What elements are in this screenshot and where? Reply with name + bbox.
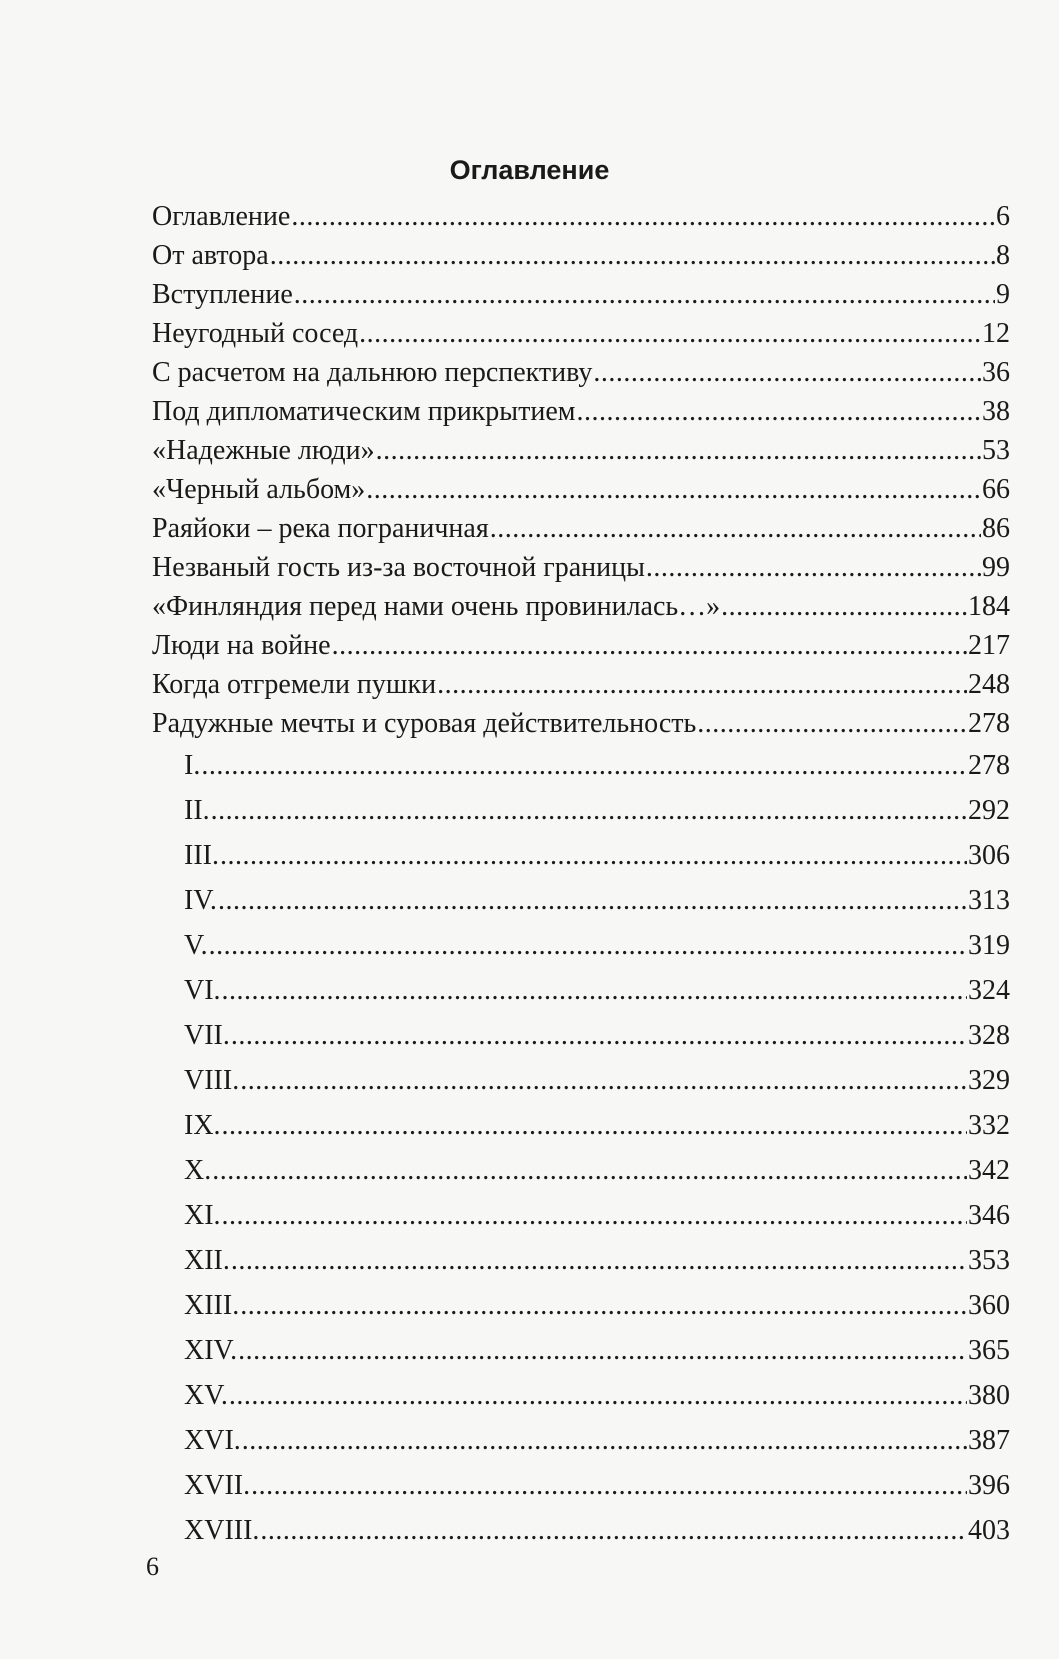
toc-subentry-page: 313 [968,885,1010,916]
toc-subentry-page: 292 [968,795,1010,826]
toc-subentry-page: 319 [968,930,1010,961]
toc-subentry[interactable] [152,1283,1010,1328]
toc-subentry[interactable] [152,1193,1010,1238]
toc-subentry-page: 380 [968,1380,1010,1411]
toc-entry-title: С расчетом на дальнюю перспективу [152,357,593,388]
toc-subentry-title: I. [184,750,201,781]
dot-leader [222,1103,967,1148]
toc-entry-page: 86 [982,513,1010,544]
dot-leader [376,431,981,470]
toc-subentry[interactable] [152,1463,1010,1508]
toc-subentry-page: 403 [968,1515,1010,1546]
toc-subentry-page: 396 [968,1470,1010,1501]
toc-subentry[interactable] [152,1058,1010,1103]
toc-subentry[interactable] [152,1238,1010,1283]
toc-subentry-title: XI. [184,1200,221,1231]
dot-leader [211,788,967,833]
dot-leader [593,353,981,392]
toc-entry-title: Вступление [152,279,293,310]
toc-entry[interactable] [152,704,1010,743]
dot-leader [437,665,967,704]
toc-entry[interactable] [152,509,1010,548]
toc-subentry-title: XIV. [184,1335,238,1366]
dot-leader [240,1283,967,1328]
dot-leader [366,470,981,509]
toc-subentry-title: IX. [184,1110,221,1141]
toc-entry-page: 66 [982,474,1010,505]
toc-subentry[interactable] [152,923,1010,968]
toc-subentry[interactable] [152,743,1010,788]
dot-leader [231,1013,967,1058]
dot-leader [201,743,967,788]
dot-leader [218,878,967,923]
dot-leader [222,968,967,1013]
toc-entry-title: От автора [152,240,269,271]
dot-leader [242,1418,967,1463]
toc-subentry[interactable] [152,1508,1010,1553]
toc-entry-page: 248 [968,669,1010,700]
toc-subentry-page: 346 [968,1200,1010,1231]
toc-subentry[interactable] [152,878,1010,923]
toc-subentry-page: 278 [968,750,1010,781]
dot-leader [220,833,967,878]
dot-leader [231,1238,967,1283]
toc-entry[interactable] [152,236,1010,275]
toc-entry[interactable] [152,665,1010,704]
toc-subentry-title: XVIII. [184,1515,260,1546]
toc-entry-title: Раяйоки – река пограничная [152,513,489,544]
toc-subentry[interactable] [152,1373,1010,1418]
toc-subentry-title: IV. [184,885,217,916]
dot-leader [212,1148,967,1193]
dot-leader [238,1328,967,1373]
toc-entry-title: «Надежные люди» [152,435,375,466]
toc-subentry[interactable] [152,968,1010,1013]
toc-entry-title: Когда отгремели пушки [152,669,437,700]
toc-subentry-title: XVII. [184,1470,251,1501]
toc-entry-title: Неугодный сосед [152,318,359,349]
dot-leader [222,1193,967,1238]
toc-subentry[interactable] [152,1418,1010,1463]
toc-subentry-page: 387 [968,1425,1010,1456]
dot-leader [576,392,981,431]
toc-entry[interactable] [152,431,1010,470]
dot-leader [646,548,981,587]
table-of-contents [152,197,1010,1553]
toc-subentry[interactable] [152,788,1010,833]
toc-entry[interactable] [152,587,1010,626]
toc-entry-title: «Черный альбом» [152,474,366,505]
dot-leader [240,1058,967,1103]
toc-entry-page: 53 [982,435,1010,466]
toc-entry-page: 184 [968,591,1010,622]
dot-leader [270,236,995,275]
dot-leader [332,626,967,665]
toc-entry[interactable] [152,275,1010,314]
toc-entry[interactable] [152,548,1010,587]
toc-entry-page: 38 [982,396,1010,427]
dot-leader [721,587,967,626]
toc-entry-title: Незваный гость из-за восточной границы [152,552,645,583]
toc-subentry-title: VIII. [184,1065,240,1096]
page-number: 6 [146,1552,159,1581]
toc-entry-page: 217 [968,630,1010,661]
dot-leader [260,1508,967,1553]
toc-subentry-title: VII. [184,1020,230,1051]
toc-subentry[interactable] [152,1148,1010,1193]
toc-entry-page: 99 [982,552,1010,583]
toc-subentry-page: 365 [968,1335,1010,1366]
dot-leader [490,509,981,548]
dot-leader [697,704,967,743]
dot-leader [229,1373,967,1418]
dot-leader [291,197,995,236]
toc-entry-page: 12 [982,318,1010,349]
dot-leader [359,314,981,353]
toc-subentry-title: VI. [184,975,221,1006]
toc-subentry-page: 360 [968,1290,1010,1321]
dot-leader [251,1463,967,1508]
toc-subentry-title: II. [184,795,210,826]
toc-subentry-title: XIII. [184,1290,240,1321]
toc-entry-page: 36 [982,357,1010,388]
toc-entry-page: 278 [968,708,1010,739]
toc-entry[interactable] [152,197,1010,236]
toc-subentry[interactable] [152,1328,1010,1373]
toc-subentry-page: 329 [968,1065,1010,1096]
toc-entry-title: «Финляндия перед нами очень провинилась…» [152,591,721,622]
dot-leader [209,923,967,968]
toc-entry-title: Радужные мечты и суровая действительность [152,708,697,739]
toc-subentry-page: 306 [968,840,1010,871]
toc-subentry-title: III. [184,840,219,871]
toc-entry-title: Под дипломатическим прикрытием [152,396,576,427]
toc-subentry-page: 353 [968,1245,1010,1276]
dot-leader [294,275,995,314]
toc-subentry[interactable] [152,833,1010,878]
toc-subentry-page: 332 [968,1110,1010,1141]
toc-subentry[interactable] [152,1103,1010,1148]
toc-entry[interactable] [152,314,1010,353]
toc-entry[interactable] [152,392,1010,431]
toc-subentry-title: X. [184,1155,212,1186]
toc-subentry-title: V. [184,930,208,961]
toc-entry-page: 8 [996,240,1010,271]
toc-subentry-page: 324 [968,975,1010,1006]
toc-entry[interactable] [152,470,1010,509]
toc-subentry-page: 342 [968,1155,1010,1186]
page-title: Оглавление [449,155,610,185]
toc-subentry[interactable] [152,1013,1010,1058]
toc-entry-title: Оглавление [152,201,291,232]
toc-subentry-page: 328 [968,1020,1010,1051]
toc-subentry-title: XV. [184,1380,228,1411]
toc-entry-page: 9 [996,279,1010,310]
toc-entry-title: Люди на войне [152,630,331,661]
toc-subentry-title: XII. [184,1245,230,1276]
toc-subentry-title: XVI. [184,1425,241,1456]
toc-entry[interactable] [152,626,1010,665]
toc-entry-page: 6 [996,201,1010,232]
toc-entry[interactable] [152,353,1010,392]
